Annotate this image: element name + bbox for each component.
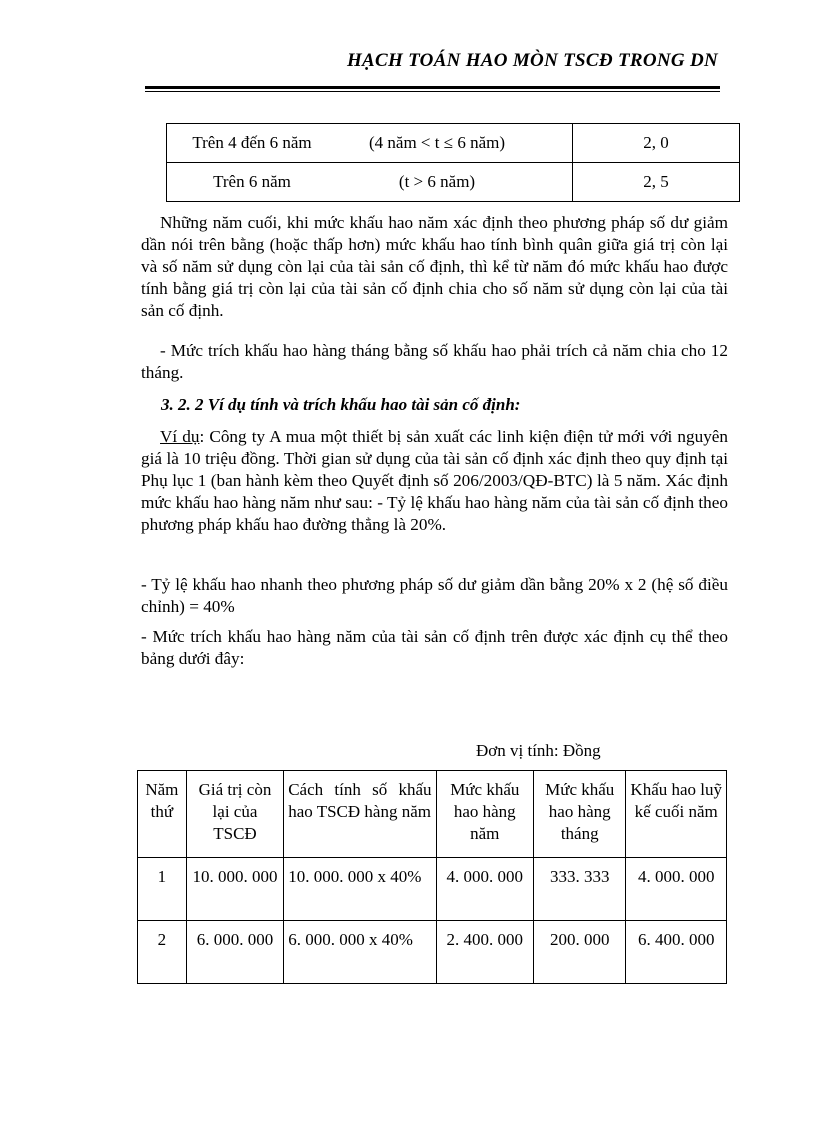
column-header: Mức khấu hao hàng năm bbox=[436, 771, 533, 858]
table-header-row bbox=[138, 771, 727, 858]
table-row bbox=[138, 858, 727, 921]
range-label: Trên 6 năm bbox=[213, 172, 291, 191]
paragraph-monthly-rate: - Mức trích khấu hao hàng tháng bằng số khấu hao phải trích cả năm chia cho 12 tháng. bbox=[141, 341, 728, 382]
table-cell: 4. 000. 000 bbox=[626, 858, 727, 921]
paragraph-fast-rate: - Tỷ lệ khấu hao nhanh theo phương pháp số dư giảm dần bằng 20% x 2 (hệ số điều chỉnh) = 40% bbox=[141, 575, 728, 616]
table-cell: 1 bbox=[138, 858, 187, 921]
header-rule-thick bbox=[145, 86, 720, 89]
page-header-title: HẠCH TOÁN HAO MÒN TSCĐ TRONG DN bbox=[346, 50, 718, 71]
range-cell bbox=[167, 124, 573, 163]
table-cell: 4. 000. 000 bbox=[436, 858, 533, 921]
table-cell: 6. 000. 000 bbox=[186, 921, 283, 984]
table-cell: 10. 000. 000 x 40% bbox=[284, 858, 436, 921]
table-row bbox=[167, 124, 740, 163]
depreciation-schedule-table bbox=[137, 770, 727, 984]
table-row bbox=[167, 163, 740, 202]
depreciation-coefficient-table bbox=[166, 123, 740, 202]
section-heading: 3. 2. 2 Ví dụ tính và trích khấu hao tài sản cố định: bbox=[161, 395, 521, 414]
range-label: Trên 4 đến 6 năm bbox=[192, 133, 312, 152]
example-text: : Công ty A mua một thiết bị sản xuất các linh kiện điện tử mới với nguyên giá là 10 triệu đồng. Thời gian sử dụng của tài sản cố định xác định theo quy định tại Phụ lục 1 (ban hành kèm theo Quyết định số 206/2003/QĐ-BTC) là 5 năm. Xác định mức khấu hao hàng năm như sau: - Tỷ lệ khấu hao hàng năm của tài sản cố định theo phương pháp khấu hao đường thẳng là 20%. bbox=[141, 427, 729, 534]
column-header: Mức khấu hao hàng tháng bbox=[534, 771, 626, 858]
paragraph-table-intro: - Mức trích khấu hao hàng năm của tài sản cố định trên được xác định cụ thể theo bảng dưới đây: bbox=[141, 627, 728, 668]
example-label: Ví dụ bbox=[160, 427, 200, 446]
paragraph-example bbox=[141, 426, 728, 536]
column-header: Giá trị còn lại của TSCĐ bbox=[186, 771, 283, 858]
table-cell: 2. 400. 000 bbox=[436, 921, 533, 984]
coefficient-cell: 2, 0 bbox=[573, 124, 740, 163]
header-rule-thin bbox=[145, 91, 720, 92]
paragraph-final-years: Những năm cuối, khi mức khấu hao năm xác định theo phương pháp số dư giảm dần nói trên bằng (hoặc thấp hơn) mức khấu hao tính bình quân giữa giá trị còn lại và số năm sử dụng còn lại của tài sản cố định, thì kể từ năm đó mức khấu hao được tính bằng giá trị còn lại của tài sản cố định chia cho số năm sử dụng còn lại của tài sản cố định. bbox=[141, 213, 728, 320]
table-cell: 10. 000. 000 bbox=[186, 858, 283, 921]
table-cell: 6. 400. 000 bbox=[626, 921, 727, 984]
range-cell bbox=[167, 163, 573, 202]
column-header: Khấu hao luỹ kế cuối năm bbox=[626, 771, 727, 858]
range-condition: (t > 6 năm) bbox=[398, 172, 476, 191]
table-cell: 6. 000. 000 x 40% bbox=[284, 921, 436, 984]
unit-label: Đơn vị tính: Đồng bbox=[476, 741, 601, 760]
table-cell: 2 bbox=[138, 921, 187, 984]
coefficient-cell: 2, 5 bbox=[573, 163, 740, 202]
table-cell: 200. 000 bbox=[534, 921, 626, 984]
range-condition: (4 năm < t ≤ 6 năm) bbox=[369, 133, 505, 152]
table-cell: 333. 333 bbox=[534, 858, 626, 921]
table-row bbox=[138, 921, 727, 984]
column-header: Cách tính số khấu hao TSCĐ hàng năm bbox=[284, 771, 436, 858]
column-header: Năm thứ bbox=[138, 771, 187, 858]
